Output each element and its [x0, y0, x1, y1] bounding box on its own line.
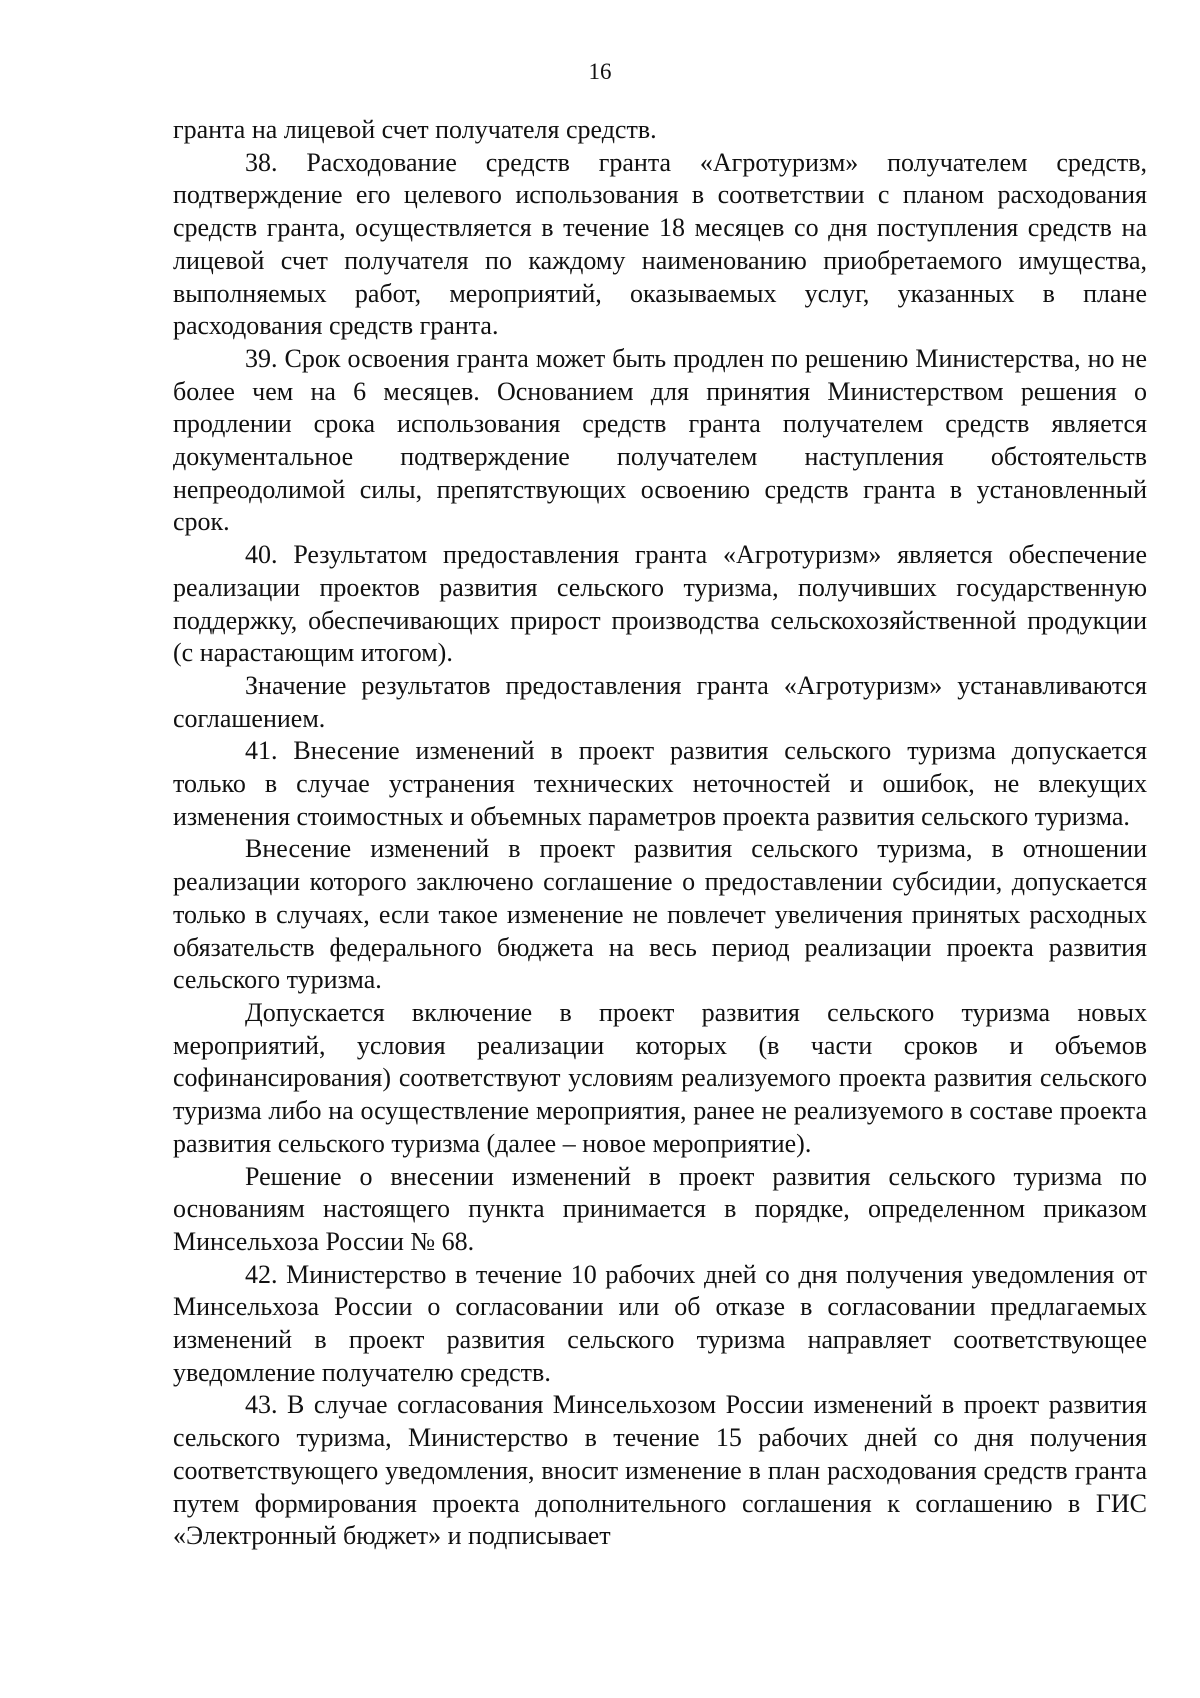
- paragraph-40-result-value: Значение результатов предоставления гранта «Агротуризм» устанавливаются соглашением.: [173, 670, 1147, 733]
- paragraph-42: 42. Министерство в течение 10 рабочих дней со дня получения уведомления от Минсельхоза России о согласовании или об отказе в согласовании предлагаемых изменений в проект развития сельского туризма направляет соответствующее уведомление получателю средств.: [173, 1259, 1147, 1387]
- paragraph-41-decision: Решение о внесении изменений в проект развития сельского туризма по основаниям настоящего пункта принимается в порядке, определенном приказом Минсельхоза России № 68.: [173, 1161, 1147, 1256]
- paragraph-41-new-activities: Допускается включение в проект развития сельского туризма новых мероприятий, условия реализации которых (в части сроков и объемов софинансирования) соответствуют условиям реализуемого проекта развития сельского туризма либо на осуществление мероприятия, ранее не реализуемого в составе проекта развития сельского туризма (далее – новое мероприятие).: [173, 997, 1147, 1158]
- paragraph-38: 38. Расходование средств гранта «Агротуризм» получателем средств, подтверждение его целевого использования в соответствии с планом расходования средств гранта, осуществляется в течение 18 месяцев со дня поступления средств на лицевой счет получателя по каждому наименованию приобретаемого имущества, выполняемых работ, мероприятий, оказываемых услуг, указанных в плане расходования средств гранта.: [173, 147, 1147, 341]
- page-number: 16: [588, 59, 612, 84]
- document-body: [173, 114, 1147, 1553]
- paragraph-40: 40. Результатом предоставления гранта «Агротуризм» является обеспечение реализации проектов развития сельского туризма, получивших государственную поддержку, обеспечивающих прирост производства сельскохозяйственной продукции (с нарастающим итогом).: [173, 540, 1147, 668]
- paragraph-41: 41. Внесение изменений в проект развития сельского туризма допускается только в случае устранения технических неточностей и ошибок, не влекущих изменения стоимостных и объемных параметров проекта развития сельского туризма.: [173, 736, 1147, 831]
- paragraph-43: 43. В случае согласования Минсельхозом России изменений в проект развития сельского туризма, Министерство в течение 15 рабочих дней со дня получения соответствующего уведомления, вносит изменение в план расходования средств гранта путем формирования проекта дополнительного соглашения к соглашению в ГИС «Электронный бюджет» и подписывает: [173, 1390, 1147, 1551]
- paragraph-continuation: гранта на лицевой счет получателя средств.: [173, 115, 657, 144]
- paragraph-41-changes-agreement: Внесение изменений в проект развития сельского туризма, в отношении реализации которого заключено соглашение о предоставлении субсидии, допускается только в случаях, если такое изменение не повлечет увеличения принятых расходных обязательств федерального бюджета на весь период реализации проекта развития сельского туризма.: [173, 834, 1147, 995]
- paragraph-39: 39. Срок освоения гранта может быть продлен по решению Министерства, но не более чем на 6 месяцев. Основанием для принятия Министерством решения о продлении срока использования средств гранта получателем средств является документальное подтверждение получателем наступления обстоятельств непреодолимой силы, препятствующих освоению средств гранта в установленный срок.: [173, 343, 1147, 537]
